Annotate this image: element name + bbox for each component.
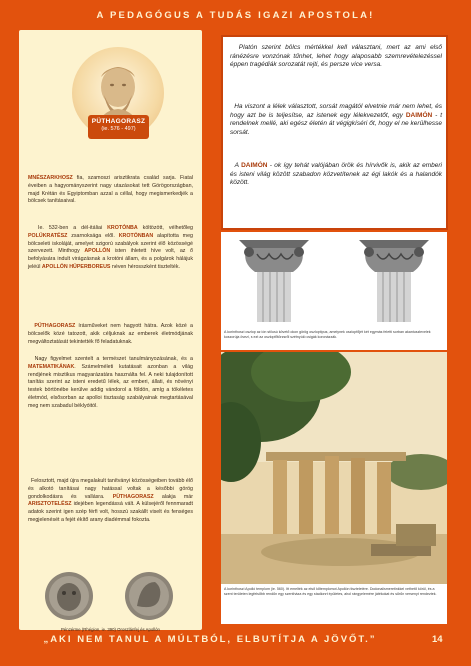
column-left-icon bbox=[239, 240, 309, 322]
p2-text-d: alapította meg bölcseleti iskoláját, amelyet szigorú szabályok szerint élő közösségé szervezett. Minthogy bbox=[28, 232, 193, 255]
paragraph-1-text: fia, szamoszi arisztikrata család sarja. Fiatal éveiben a hagyományszerint nagy utazásokat tett Görögországban, majd Krétán és Egyiptomban azzal a céllal, hogy megismerkedjék a bölcsek tanításaival. bbox=[28, 175, 193, 205]
p4-text-a: Nagy figyelmet szentelt a természet tanulmányozásának, és a bbox=[34, 356, 193, 362]
paragraph-5 bbox=[28, 478, 193, 525]
name-arisztotelesz: ARISZTOTELÉSZ bbox=[28, 501, 72, 508]
badge-years: (ie. 576 - 497) bbox=[101, 126, 136, 132]
quote-paragraph-3 bbox=[230, 162, 442, 188]
p2-text-f: néven hérosszként tisztelték. bbox=[111, 263, 180, 270]
paragraph-2 bbox=[28, 225, 193, 272]
coin-apollo-icon bbox=[125, 572, 173, 620]
term-daimon-1: DAIMÓN bbox=[405, 111, 433, 119]
quote-paragraph-1 bbox=[230, 44, 442, 70]
name-puthagorasz-2: PÜTHAGORASZ bbox=[112, 493, 154, 500]
badge-name: PÜTHAGORASZ bbox=[91, 118, 146, 125]
coin-images bbox=[27, 570, 192, 622]
quote-paragraph-2 bbox=[230, 103, 442, 137]
column-right-icon bbox=[359, 240, 429, 322]
p2-text-a: Ie. 532-ben a dél-itáliai bbox=[37, 225, 103, 231]
apollo-temple-photo bbox=[221, 352, 447, 584]
p5-text-c: idejében legendássá vált. A külsejéről fennmaradt adatok szerint igen szép férfi volt, hosszú szakállt viselt és fenséges megjelenését a fejét ékítő arany diadémmal fokozta. bbox=[28, 501, 193, 523]
name-badge bbox=[88, 115, 149, 139]
coin-lion-icon bbox=[45, 572, 93, 620]
p2-text-e: isten ihletett híve volt, az ő befolyására indult virágzásnak a krotóni állam, és a polgárok hálájuk jeléül bbox=[28, 248, 193, 270]
temple-caption: A korinthoszi Apolló templom (ie. 560). Itt emelték az első kőtemplomot Apollón tiszteletére. Dodonaiismeretinkkel vethető körül, és a szent területen legfelsőbb rendűn egy szentháza és egy stadionrt épületes, ahol rángyelemére játékokat és sűrűn versenyt rendeztek. bbox=[224, 587, 437, 596]
paragraph-1 bbox=[28, 175, 193, 206]
name-mneszarkhosz: MNÉSZARKHOSZ bbox=[28, 175, 73, 181]
p2-text-b: költözött, vélhetőleg bbox=[142, 225, 193, 231]
p4-text-b: . Számelméleti kutatásait azonban a világ rendjének misztikus magyarázatára használta fel. A neki tulajdonított tanítás szerint az isteni eredetű lélek, az emberi, állati, és növényi testek börtönébe kerülve addig vándorol a földön, amíg a tökéletes életmód, elsősorban az apolloi tisztaság szabályainak megtartásával meg nem szabadul béklyóitól. bbox=[28, 363, 193, 409]
quote-2-text-b: - t rendelnek mellé, aki egész életén át végigkíséri őt, hogy el ne kerülhesse sorsát. bbox=[230, 111, 443, 136]
paragraph-4 bbox=[28, 356, 193, 410]
quote-3-text-a: A bbox=[234, 162, 239, 169]
p2-text-c: zsarnoksága elől. bbox=[71, 232, 115, 239]
coin-caption: Pénzérme (Rhégion, ie. 390) Oroszlánfej és Apollón bbox=[61, 627, 160, 632]
p3-text: írásműveket nem hagyott hátra. Azok közé a bölcselők közé tatozott, akik céljuknak az emberek életmódjának megváltoztatását tekintették fő feladatuknak. bbox=[28, 323, 193, 345]
quote-3-text-b: - ok így tehát valójában örök és hírvivők is, akik az emberi és isteni világ között szabadon közvetítenek az égi lakók és a halandók között. bbox=[230, 162, 442, 187]
name-polukratesz: POLÜKRATÉSZ bbox=[28, 232, 68, 239]
paragraph-3 bbox=[28, 323, 193, 346]
p5-text-a: Felosztott, majd újra megalakult tanítványi közösségeiben tovább élő és alkotó tanításai nagy hatással voltak a későbbi görög gondolkodásra és vallásra. bbox=[28, 478, 193, 500]
name-puthagorasz-1: PÜTHAGORASZ bbox=[34, 323, 76, 329]
quote-2-text-a: Ha viszont a lélek választott, sorsát magától elvetnie már nem lehet, és hogy azt be is teljesítse, az istenek egy lélekvezetőt, egy bbox=[230, 103, 442, 119]
term-matematika: MATEMATIKÁNAK bbox=[28, 363, 75, 370]
name-apollon-huperboreus: APOLLÓN HÜPERBOREUS bbox=[41, 263, 111, 270]
page-header-title: A PEDAGÓGUS A TUDÁS IGAZI APOSTOLA! bbox=[96, 10, 375, 21]
columns-caption: A korinthoszi oszlop az ión stílusú követő okon görög oszloptípus, amelynek oszlopfőjét két egymás feletti sorban akantuszlevelek koszorúja övezi, s ezt az oszlopfőtörzsről szétnyúló csigák koronázzák. bbox=[224, 330, 431, 339]
name-krotonba: KROTÓNBA bbox=[107, 225, 138, 231]
footer-motto: „AKI NEM TANUL A MÚLTBÓL, ELBUTÍTJA A JÖVŐT.” bbox=[43, 634, 377, 645]
term-daimon-2: DAIMÓN bbox=[241, 162, 268, 169]
name-krotonban: KROTÓNBAN bbox=[118, 232, 154, 239]
p5-text-b: alakja már bbox=[161, 493, 193, 500]
page-number: 14 bbox=[432, 634, 443, 645]
quote-1-text: Platón szerint bölcs mértékkel kell választani, mert az ami első ránézésre vonzónak tűnhet, lehet hogy alaposabb szemrevételezéssel éppen tragédiák sorozatát rejti, és persze vice versa. bbox=[230, 44, 442, 69]
name-apollon: APOLLÓN bbox=[84, 248, 111, 255]
